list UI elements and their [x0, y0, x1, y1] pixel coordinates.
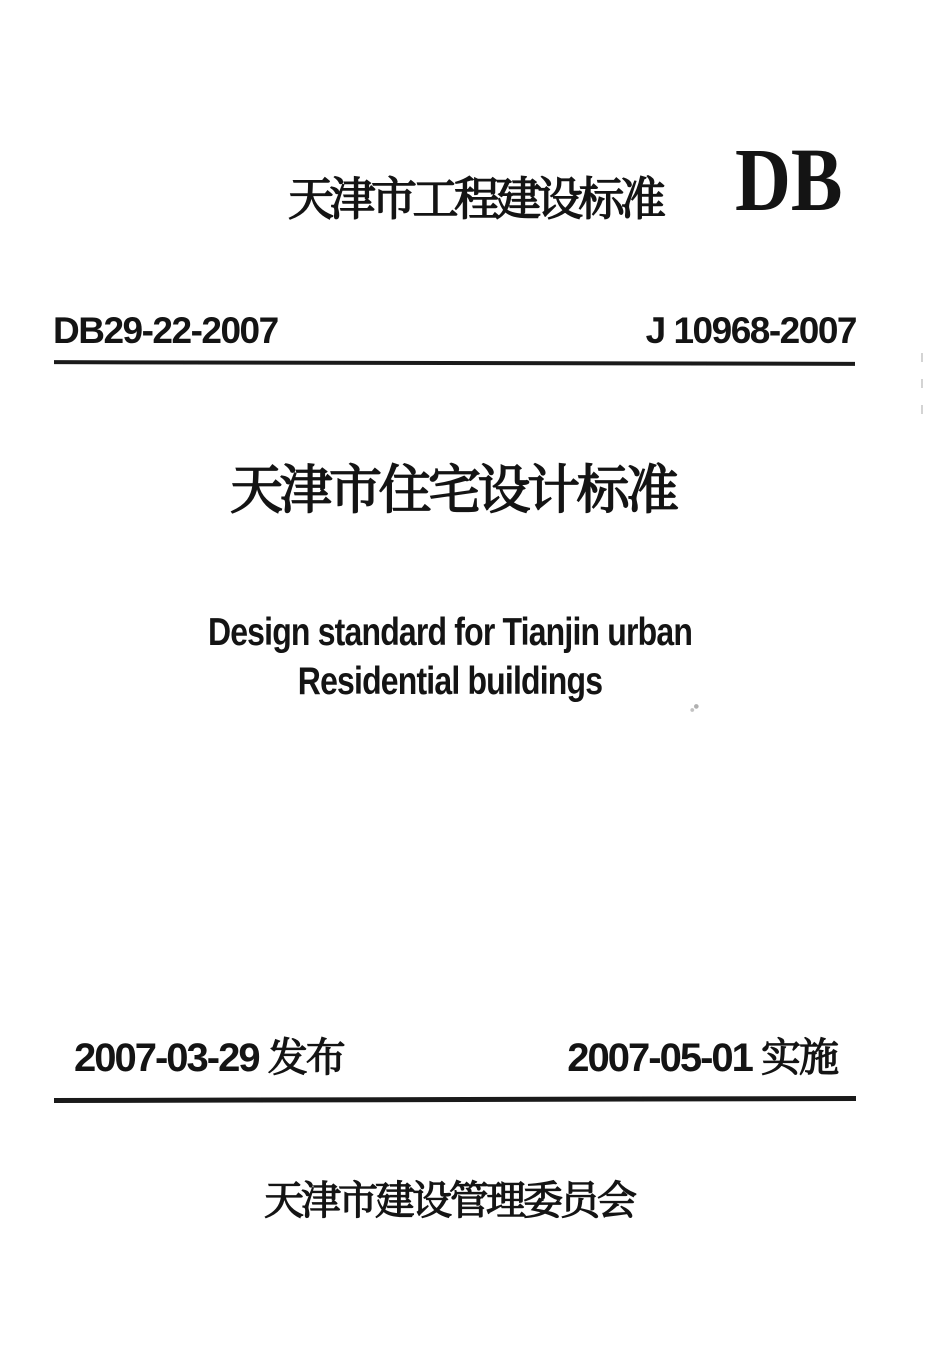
record-number-code: J 10968-2007: [645, 310, 856, 351]
db-standard-logo: DB: [735, 131, 843, 230]
standard-title-english-line1: Design standard for Tianjin urban: [207, 611, 693, 654]
header-rule: [54, 360, 855, 366]
issuing-organization: 天津市建设管理委员会: [264, 1179, 634, 1223]
standard-title-english-line2: Residential buildings: [297, 660, 603, 704]
footer-rule: [54, 1096, 856, 1103]
issue-date: 2007-03-29 发布: [74, 1036, 344, 1080]
standard-title-english: [81, 608, 819, 706]
scan-artifact-line: [921, 353, 923, 431]
local-standard-code: DB29-22-2007: [53, 310, 278, 351]
standard-title-chinese: 天津市住宅设计标准: [230, 461, 676, 520]
scan-artifact-speck: [690, 704, 699, 712]
effective-date: 2007-05-01 实施: [567, 1036, 837, 1080]
standard-category-label: 天津市工程建设标准: [288, 173, 662, 225]
